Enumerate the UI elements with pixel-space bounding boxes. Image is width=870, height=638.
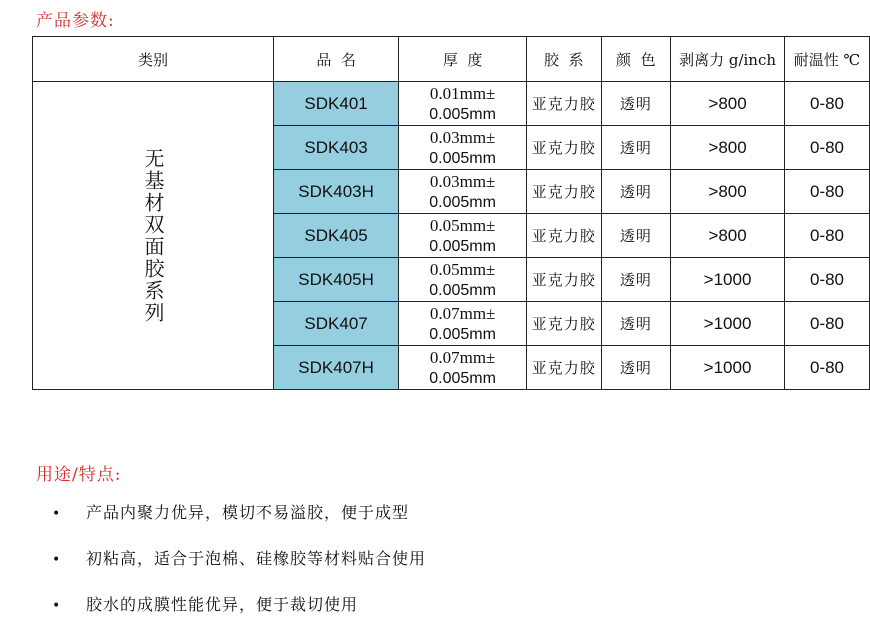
feature-item	[52, 546, 426, 592]
product-name-cell: SDK407H	[274, 346, 399, 390]
features-list	[52, 500, 426, 638]
feature-text: 胶水的成膜性能优异，便于裁切使用	[86, 595, 359, 614]
thickness-value: 0.01mm±	[429, 83, 496, 103]
header-thickness: 厚 度	[399, 37, 527, 82]
color-cell: 透明	[601, 302, 671, 346]
product-name-cell: SDK401	[274, 82, 399, 126]
table-row	[33, 82, 870, 126]
color-cell: 透明	[601, 170, 671, 214]
thickness-value: 0.07mm±	[429, 347, 496, 367]
color-cell: 透明	[601, 82, 671, 126]
thickness-cell	[399, 82, 527, 126]
usage-features-title: 用途/特点:	[36, 465, 122, 485]
thickness-cell	[399, 126, 527, 170]
header-category: 类别	[33, 37, 274, 82]
color-cell: 透明	[601, 258, 671, 302]
peel-strength-cell: >800	[671, 82, 785, 126]
header-peel: 剥离力 g/inch	[671, 37, 785, 82]
peel-strength-cell: >1000	[671, 346, 785, 390]
thickness-value: 0.05mm±	[429, 215, 496, 235]
temperature-cell: 0-80	[785, 302, 870, 346]
glue-type-cell: 亚克力胶	[527, 346, 601, 390]
feature-text: 产品内聚力优异，模切不易溢胶，便于成型	[86, 503, 410, 522]
glue-type-cell: 亚克力胶	[527, 302, 601, 346]
peel-strength-cell: >1000	[671, 258, 785, 302]
product-params-title: 产品参数:	[36, 11, 115, 31]
temperature-cell: 0-80	[785, 346, 870, 390]
thickness-tolerance: 0.005mm	[429, 325, 496, 343]
temperature-cell: 0-80	[785, 82, 870, 126]
thickness-tolerance: 0.005mm	[429, 105, 496, 123]
thickness-cell	[399, 302, 527, 346]
thickness-tolerance: 0.005mm	[429, 149, 496, 167]
header-temp: 耐温性 ℃	[785, 37, 870, 82]
product-name-cell: SDK403	[274, 126, 399, 170]
color-cell: 透明	[601, 346, 671, 390]
bullet-icon: •	[52, 552, 62, 568]
glue-type-cell: 亚克力胶	[527, 170, 601, 214]
category-cell: 无基材双面胶系列	[33, 82, 274, 390]
peel-strength-cell: >800	[671, 170, 785, 214]
peel-strength-cell: >800	[671, 214, 785, 258]
thickness-value: 0.03mm±	[429, 171, 496, 191]
color-cell: 透明	[601, 214, 671, 258]
product-name-cell: SDK403H	[274, 170, 399, 214]
header-color: 颜 色	[601, 37, 671, 82]
peel-strength-cell: >1000	[671, 302, 785, 346]
temperature-cell: 0-80	[785, 126, 870, 170]
thickness-cell	[399, 346, 527, 390]
header-glue: 胶 系	[527, 37, 601, 82]
spec-table	[32, 36, 870, 390]
bullet-icon: •	[52, 598, 62, 614]
product-name-cell: SDK407	[274, 302, 399, 346]
glue-type-cell: 亚克力胶	[527, 214, 601, 258]
peel-strength-cell: >800	[671, 126, 785, 170]
thickness-cell	[399, 258, 527, 302]
thickness-tolerance: 0.005mm	[429, 281, 496, 299]
temperature-cell: 0-80	[785, 170, 870, 214]
product-name-cell: SDK405H	[274, 258, 399, 302]
thickness-cell	[399, 170, 527, 214]
thickness-value: 0.07mm±	[429, 303, 496, 323]
thickness-tolerance: 0.005mm	[429, 193, 496, 211]
thickness-value: 0.05mm±	[429, 259, 496, 279]
thickness-cell	[399, 214, 527, 258]
thickness-tolerance: 0.005mm	[429, 237, 496, 255]
bullet-icon: •	[52, 506, 62, 522]
thickness-value: 0.03mm±	[429, 127, 496, 147]
header-row	[33, 37, 870, 82]
glue-type-cell: 亚克力胶	[527, 258, 601, 302]
thickness-tolerance: 0.005mm	[429, 369, 496, 387]
feature-item	[52, 592, 426, 638]
color-cell: 透明	[601, 126, 671, 170]
glue-type-cell: 亚克力胶	[527, 82, 601, 126]
glue-type-cell: 亚克力胶	[527, 126, 601, 170]
header-name: 品 名	[274, 37, 399, 82]
temperature-cell: 0-80	[785, 258, 870, 302]
feature-item	[52, 500, 426, 546]
feature-text: 初粘高，适合于泡棉、硅橡胶等材料贴合使用	[86, 549, 427, 568]
product-name-cell: SDK405	[274, 214, 399, 258]
temperature-cell: 0-80	[785, 214, 870, 258]
